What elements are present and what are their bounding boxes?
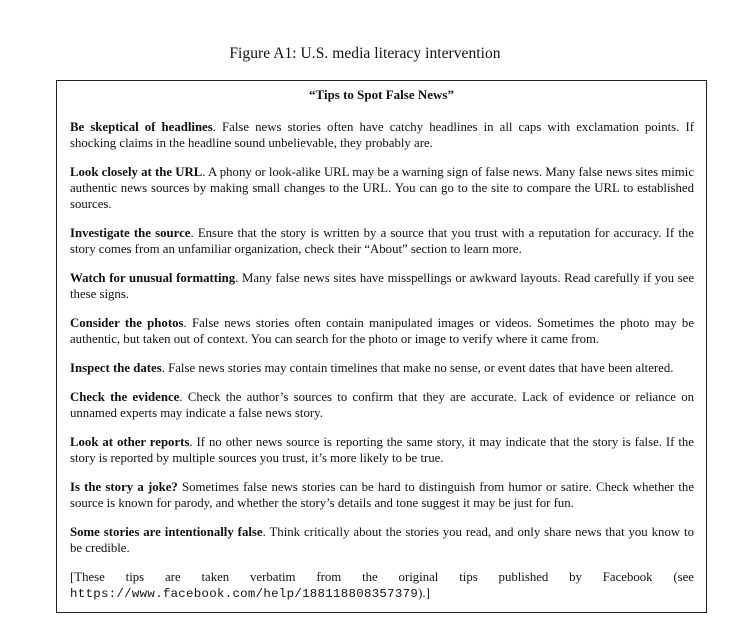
tip-item [70,524,694,556]
tip-heading: Be skeptical of headlines [70,120,213,134]
note-prefix: [These tips are taken verbatim from the original tips published by Facebook (see [70,570,694,584]
tips-list [70,119,694,602]
tip-item [70,479,694,511]
tip-sep: . [202,165,206,179]
tip-heading: Watch for unusual formatting [70,271,236,285]
tip-heading: Check the evidence [70,390,180,404]
tip-sep: . [235,271,239,285]
tip-sep: . [262,525,266,539]
tip-sep: . [189,435,193,449]
tip-item [70,270,694,302]
tip-item [70,164,694,212]
box-title: “Tips to Spot False News” [309,87,454,102]
tip-text: False news stories often have catchy headlines in all caps with exclamation points. If shocking claims in the headline sound unbelievable, they probably are. [70,120,694,150]
tip-text: Ensure that the story is written by a source that you trust with a reputation for accuracy. If the story comes from an unfamiliar organization, check their “About” section to learn more. [70,226,694,256]
tip-text: False news stories often contain manipulated images or videos. Sometimes the photo may be authentic, but taken out of context. You can search for the photo or image to verify where it came from. [70,316,694,346]
tip-text: A phony or look-alike URL may be a warning sign of false news. Many false news sites mimic authentic news sources by making small changes to the URL. You can go to the site to compare the URL to established sources. [70,165,694,211]
tip-item [70,434,694,466]
note-suffix: ).] [418,586,430,600]
tip-sep: . [161,361,165,375]
tip-heading: Inspect the dates [70,361,162,375]
tip-item [70,360,694,376]
tip-sep: . [179,390,183,404]
tip-item [70,119,694,151]
tip-heading: Consider the photos [70,316,184,330]
source-note [70,569,694,602]
tip-text: False news stories may contain timelines that make no sense, or event dates that have been altered. [164,361,674,375]
tip-sep: . [183,316,187,330]
facebook-help-link[interactable]: https://www.facebook.com/help/188118808357379 [70,587,419,601]
tip-text: Think critically about the stories you read, and only share news that you know to be credible. [70,525,694,555]
tip-heading: Is the story a joke? [70,480,178,494]
tip-item [70,389,694,421]
tip-sep: . [190,226,194,240]
tip-text: Many false news sites have misspellings or awkward layouts. Read carefully if you see these signs. [70,271,695,301]
tip-item [70,225,694,257]
tips-box [56,80,707,613]
tip-item [70,315,694,347]
tip-heading: Some stories are intentionally false [70,525,263,539]
tip-heading: Look closely at the URL [70,165,203,179]
tip-text: Check the author’s sources to confirm that they are accurate. Lack of evidence or reliance on unnamed experts may indicate a false news story. [70,390,694,420]
tip-sep: . [212,120,223,134]
figure-title: Figure A1: U.S. media literacy intervention [229,45,501,62]
tip-heading: Look at other reports [70,435,190,449]
tip-text: If no other news source is reporting the same story, it may indicate that the story is false. If the story is reported by multiple sources you trust, it’s more likely to be true. [70,435,694,465]
tip-heading: Investigate the source [70,226,191,240]
tip-text: Sometimes false news stories can be hard to distinguish from humor or satire. Check whether the source is known for parody, and whether the story’s details and tone suggest it may be just for fun. [70,480,694,510]
